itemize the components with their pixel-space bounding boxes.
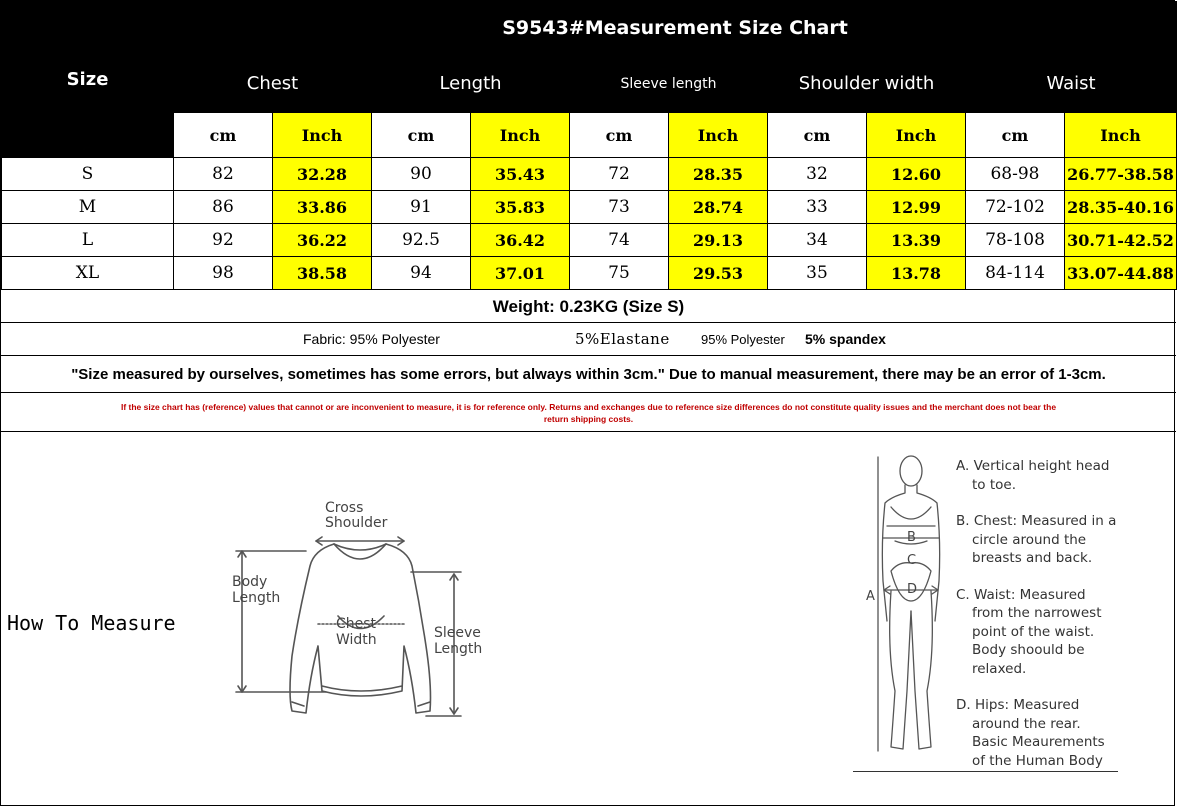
label-b: B bbox=[907, 530, 916, 545]
value-cell: 26.77-38.58 bbox=[1065, 158, 1177, 191]
legend-text: to toe. bbox=[972, 476, 1016, 493]
label-d: D bbox=[907, 582, 918, 597]
weight-row: Weight: 0.23KG (Size S) bbox=[1, 290, 1176, 323]
value-cell: 35.83 bbox=[471, 191, 570, 224]
size-label: S bbox=[2, 158, 174, 191]
size-label: L bbox=[2, 224, 174, 257]
legend-text: around the rear. bbox=[972, 715, 1081, 732]
value-cell: 98 bbox=[174, 257, 273, 290]
legend-text: B. Chest: Measured in a bbox=[956, 513, 1117, 529]
fabric-spandex: 5% spandex bbox=[805, 331, 886, 347]
legend-text: D. Hips: Measured bbox=[956, 697, 1080, 713]
label-a: A bbox=[866, 589, 875, 604]
fabric-row bbox=[1, 323, 1176, 356]
measurement-legend bbox=[956, 457, 1126, 788]
value-cell: 91 bbox=[372, 191, 471, 224]
value-cell: 82 bbox=[174, 158, 273, 191]
value-cell: 13.39 bbox=[867, 224, 966, 257]
table-row bbox=[2, 158, 1177, 191]
value-cell: 72-102 bbox=[966, 191, 1065, 224]
unit-cm: cm bbox=[372, 113, 471, 158]
value-cell: 84-114 bbox=[966, 257, 1065, 290]
value-cell: 13.78 bbox=[867, 257, 966, 290]
legend-text: A. Vertical height head bbox=[956, 458, 1110, 474]
value-cell: 75 bbox=[570, 257, 669, 290]
unit-cm: cm bbox=[966, 113, 1065, 158]
size-header: Size bbox=[2, 2, 174, 158]
value-cell: 35.43 bbox=[471, 158, 570, 191]
measurement-note: "Size measured by ourselves, sometimes has some errors, but always within 3cm." Due to manual measurement, there may be an error of 1-3cm. bbox=[1, 356, 1176, 393]
value-cell: 73 bbox=[570, 191, 669, 224]
value-cell: 33.07-44.88 bbox=[1065, 257, 1177, 290]
cross-shoulder-label: Shoulder bbox=[325, 515, 388, 531]
value-cell: 92.5 bbox=[372, 224, 471, 257]
value-cell: 29.13 bbox=[669, 224, 768, 257]
value-cell: 68-98 bbox=[966, 158, 1065, 191]
value-cell: 32.28 bbox=[273, 158, 372, 191]
table-row bbox=[2, 191, 1177, 224]
value-cell: 74 bbox=[570, 224, 669, 257]
how-to-measure-label: How To Measure bbox=[7, 611, 176, 635]
chart-title: S9543#Measurement Size Chart bbox=[174, 2, 1177, 55]
table-row bbox=[2, 224, 1177, 257]
legend-text: C. Waist: Measured bbox=[956, 586, 1086, 603]
legend-text: breasts and back. bbox=[972, 550, 1093, 566]
fabric-elastane: 5%Elastane bbox=[575, 330, 670, 348]
fabric-polyester: 95% Polyester bbox=[701, 332, 785, 347]
value-cell: 36.42 bbox=[471, 224, 570, 257]
legend-text: Body shoould be bbox=[972, 642, 1085, 658]
body-length-label: Body bbox=[232, 574, 268, 590]
group-chest: Chest bbox=[174, 55, 372, 113]
value-cell: 28.35 bbox=[669, 158, 768, 191]
value-cell: 33 bbox=[768, 191, 867, 224]
legend-text: Basic Meaurements bbox=[972, 734, 1105, 750]
table-row bbox=[2, 257, 1177, 290]
value-cell: 28.74 bbox=[669, 191, 768, 224]
size-label: XL bbox=[2, 257, 174, 290]
value-cell: 72 bbox=[570, 158, 669, 191]
unit-inch: Inch bbox=[1065, 113, 1177, 158]
legend-text: of the Human Body bbox=[972, 752, 1103, 769]
value-cell: 92 bbox=[174, 224, 273, 257]
size-label: M bbox=[2, 191, 174, 224]
unit-inch: Inch bbox=[273, 113, 372, 158]
value-cell: 36.22 bbox=[273, 224, 372, 257]
value-cell: 12.60 bbox=[867, 158, 966, 191]
legend-text: circle around the bbox=[972, 531, 1087, 548]
chest-width-label: Chest bbox=[336, 616, 377, 632]
group-length: Length bbox=[372, 55, 570, 113]
value-cell: 29.53 bbox=[669, 257, 768, 290]
disclaimer-line-2: return shipping costs. bbox=[543, 414, 634, 424]
disclaimer bbox=[1, 393, 1176, 432]
body-diagram bbox=[861, 451, 951, 761]
value-cell: 33.86 bbox=[273, 191, 372, 224]
group-sleeve-length: Sleeve length bbox=[570, 55, 768, 113]
unit-inch: Inch bbox=[669, 113, 768, 158]
chest-width-label: Width bbox=[336, 632, 377, 648]
disclaimer-line-1: If the size chart has (reference) values that cannot or are inconvenient to measure, it is for reference only. Returns and exchanges due to reference size differences do not constitute quality issues and the merchant does not bear the bbox=[120, 402, 1057, 412]
value-cell: 35 bbox=[768, 257, 867, 290]
group-shoulder-width: Shoulder width bbox=[768, 55, 966, 113]
value-cell: 34 bbox=[768, 224, 867, 257]
value-cell: 94 bbox=[372, 257, 471, 290]
unit-inch: Inch bbox=[471, 113, 570, 158]
legend-underline bbox=[853, 771, 1118, 772]
value-cell: 32 bbox=[768, 158, 867, 191]
sleeve-length-label: Sleeve bbox=[434, 625, 481, 641]
value-cell: 37.01 bbox=[471, 257, 570, 290]
unit-cm: cm bbox=[174, 113, 273, 158]
unit-cm: cm bbox=[570, 113, 669, 158]
legend-text: point of the waist. bbox=[972, 623, 1095, 640]
sleeve-length-label: Length bbox=[434, 641, 483, 657]
value-cell: 90 bbox=[372, 158, 471, 191]
value-cell: 28.35-40.16 bbox=[1065, 191, 1177, 224]
label-c: C bbox=[907, 553, 917, 568]
value-cell: 78-108 bbox=[966, 224, 1065, 257]
unit-cm: cm bbox=[768, 113, 867, 158]
cross-shoulder-label: Cross bbox=[325, 500, 364, 516]
legend-text: relaxed. bbox=[972, 660, 1027, 677]
body-length-label: Length bbox=[232, 590, 281, 606]
legend-text: from the narrowest bbox=[972, 605, 1102, 621]
value-cell: 12.99 bbox=[867, 191, 966, 224]
value-cell: 86 bbox=[174, 191, 273, 224]
group-waist: Waist bbox=[966, 55, 1177, 113]
sweater-diagram bbox=[226, 496, 496, 726]
value-cell: 30.71-42.52 bbox=[1065, 224, 1177, 257]
fabric-text: Fabric: 95% Polyester bbox=[303, 331, 440, 347]
unit-inch: Inch bbox=[867, 113, 966, 158]
value-cell: 38.58 bbox=[273, 257, 372, 290]
size-table bbox=[1, 1, 1177, 290]
